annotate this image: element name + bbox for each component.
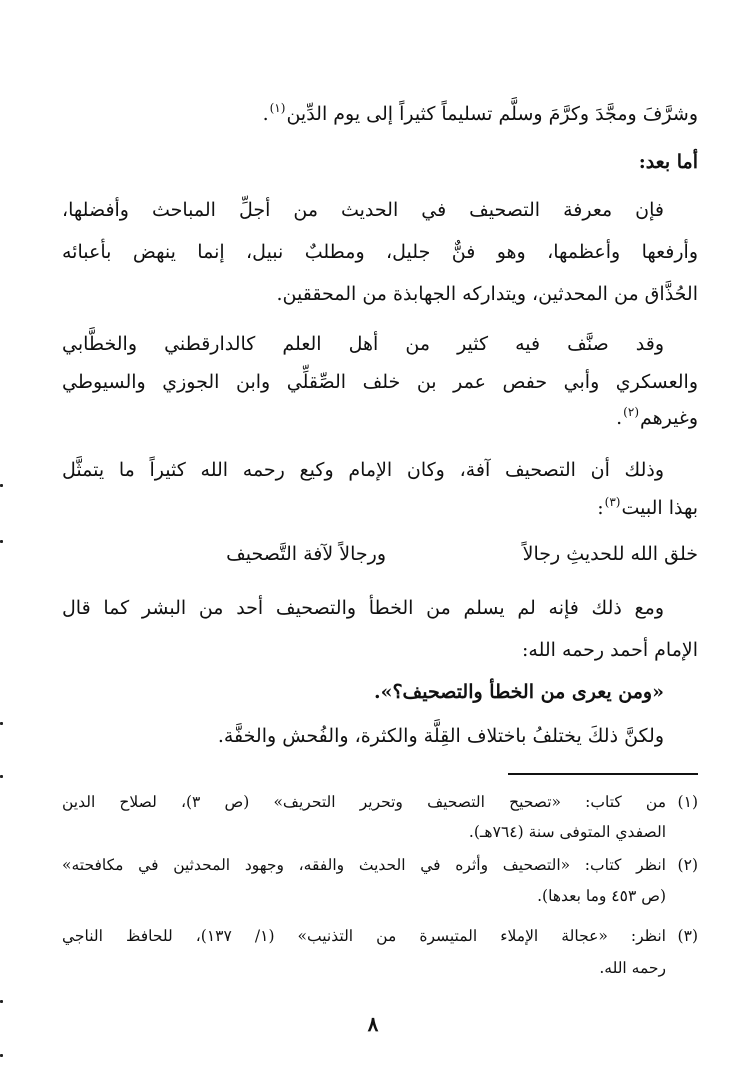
footnote-2-line-1: انظر كتاب: «التصحيف وأثره في الحديث والفقه، وجهود المحدثين في مكافحته» (62, 856, 666, 874)
opening-text: وشرَّفَ ومجَّدَ وكرَّمَ وسلَّم تسليماً كثيراً إلى يوم الدِّين (286, 103, 698, 125)
paragraph-3-line-1: وذلك أن التصحيف آفة، وكان الإمام وكيع رحمه الله كثيراً ما يتمثَّل (62, 459, 664, 481)
footnote-2-line-2: (ص ٤٥٣ وما بعدها). (537, 887, 666, 905)
paragraph-2-line-1: وقد صنَّف فيه كثير من أهل العلم كالدارقطني والخطَّابي (62, 333, 664, 355)
paragraph-4-line-2: الإمام أحمد رحمه الله: (522, 639, 698, 661)
page-number: ٨ (367, 1012, 379, 1036)
scan-edge-mark (0, 540, 3, 543)
footnote-ref-1[interactable]: (١) (269, 101, 286, 115)
paragraph-1-line-1: فإن معرفة التصحيف في الحديث من أجلِّ المباحث وأفضلها، (62, 199, 664, 221)
footnote-3-line-1: انظر: «عجالة الإملاء المتيسرة من التذنيب» (١/ ١٣٧)، للحافظ الناجي (62, 927, 666, 945)
footnote-1-number: (١) (677, 793, 698, 811)
paragraph-4-line-1: ومع ذلك فإنه لم يسلم من الخطأ والتصحيف أحد من البشر كما قال (62, 597, 664, 619)
scan-edge-mark (0, 1054, 3, 1057)
paragraph-2-line-2: والعسكري وأبي حفص عمر بن خلف الصِّقلِّي وابن الجوزي والسيوطي (62, 371, 698, 393)
paragraph-3-line-2 (597, 494, 698, 524)
scan-edge-mark (0, 722, 3, 725)
footnote-2-number: (٢) (677, 856, 698, 874)
paragraph-3-end: : (597, 497, 604, 519)
opening-line (263, 100, 698, 130)
paragraph-2-end: . (616, 407, 623, 429)
footnote-ref-2[interactable]: (٢) (623, 405, 639, 419)
scan-edge-mark (0, 1000, 3, 1003)
paragraph-2-tail: وغيرهم (640, 407, 698, 429)
footnote-3-line-2: رحمه الله. (599, 959, 666, 977)
paragraph-2-line-3 (616, 404, 698, 434)
opening-end: . (262, 103, 269, 125)
section-heading: أما بعد: (638, 151, 698, 173)
paragraph-3-tail: بهذا البيت (621, 497, 698, 519)
scan-edge-mark (0, 775, 3, 778)
verse-second-hemistich: ورجالاً لآفة التَّصحيف (226, 543, 386, 565)
paragraph-1-line-3: الحُذَّاق من المحدثين، ويتداركه الجهابذة من المحققين. (276, 283, 698, 305)
footnote-1-line-1: من كتاب: «تصحيح التصحيف وتحرير التحريف» (ص ٣)، لصلاح الدين (62, 793, 666, 811)
paragraph-1-line-2: وأرفعها وأعظمها، وهو فنٌّ جليل، ومطلبٌ نبيل، إنما ينهض بأعبائه (62, 241, 698, 263)
verse-first-hemistich: خلق الله للحديثِ رجالاً (522, 543, 698, 565)
footnote-separator (508, 773, 698, 775)
quote-line: «ومن يعرى من الخطأ والتصحيف؟». (373, 681, 664, 703)
paragraph-5-line-1: ولكنَّ ذلكَ يختلفُ باختلاف القِلَّة والكثرة، والفُحش والخفَّة. (217, 725, 664, 747)
scan-edge-mark (0, 484, 3, 487)
footnote-3-number: (٣) (677, 927, 698, 945)
footnote-1-line-2: الصفدي المتوفى سنة (٧٦٤هـ). (468, 823, 666, 841)
footnote-ref-3[interactable]: (٣) (604, 495, 621, 509)
